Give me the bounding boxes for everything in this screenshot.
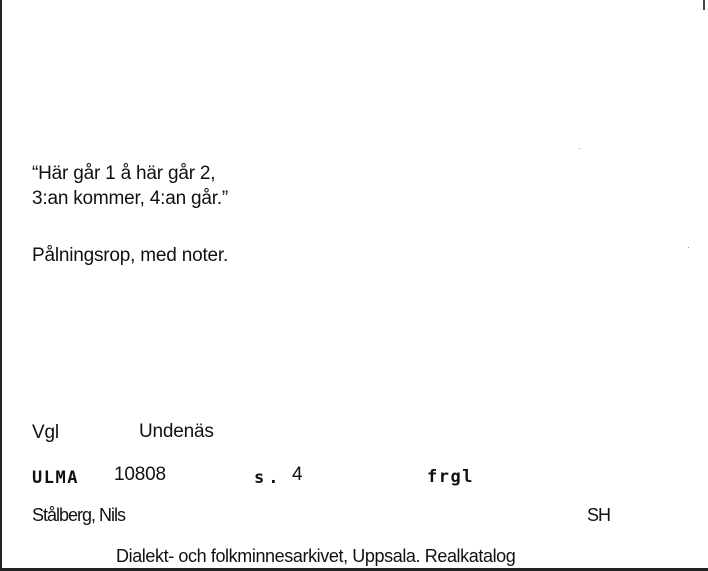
quote-line-2: 3:an kommer, 4:an går.” (32, 188, 229, 209)
page-prefix: s. (254, 468, 283, 488)
footer-archive-name: Dialekt- och folkminnesarkivet, Uppsala. Realkatalog (116, 546, 516, 566)
province: Vgl (32, 422, 59, 443)
page-number: 4 (292, 464, 303, 485)
archive-number: 10808 (114, 464, 166, 485)
initials: SH (587, 505, 611, 525)
format-code: frgl (427, 467, 474, 487)
informant: Stålberg, Nils (32, 505, 126, 525)
quote-line-1: “Här går 1 å här går 2, (32, 163, 216, 184)
archive-code: ULMA (32, 468, 79, 488)
card-edge-mark (703, 0, 705, 10)
description: Pålningsrop, med noter. (32, 245, 229, 266)
parish: Undenäs (139, 421, 214, 442)
card-left-edge (0, 0, 2, 571)
paper-speck (688, 247, 689, 248)
paper-speck (579, 148, 580, 149)
